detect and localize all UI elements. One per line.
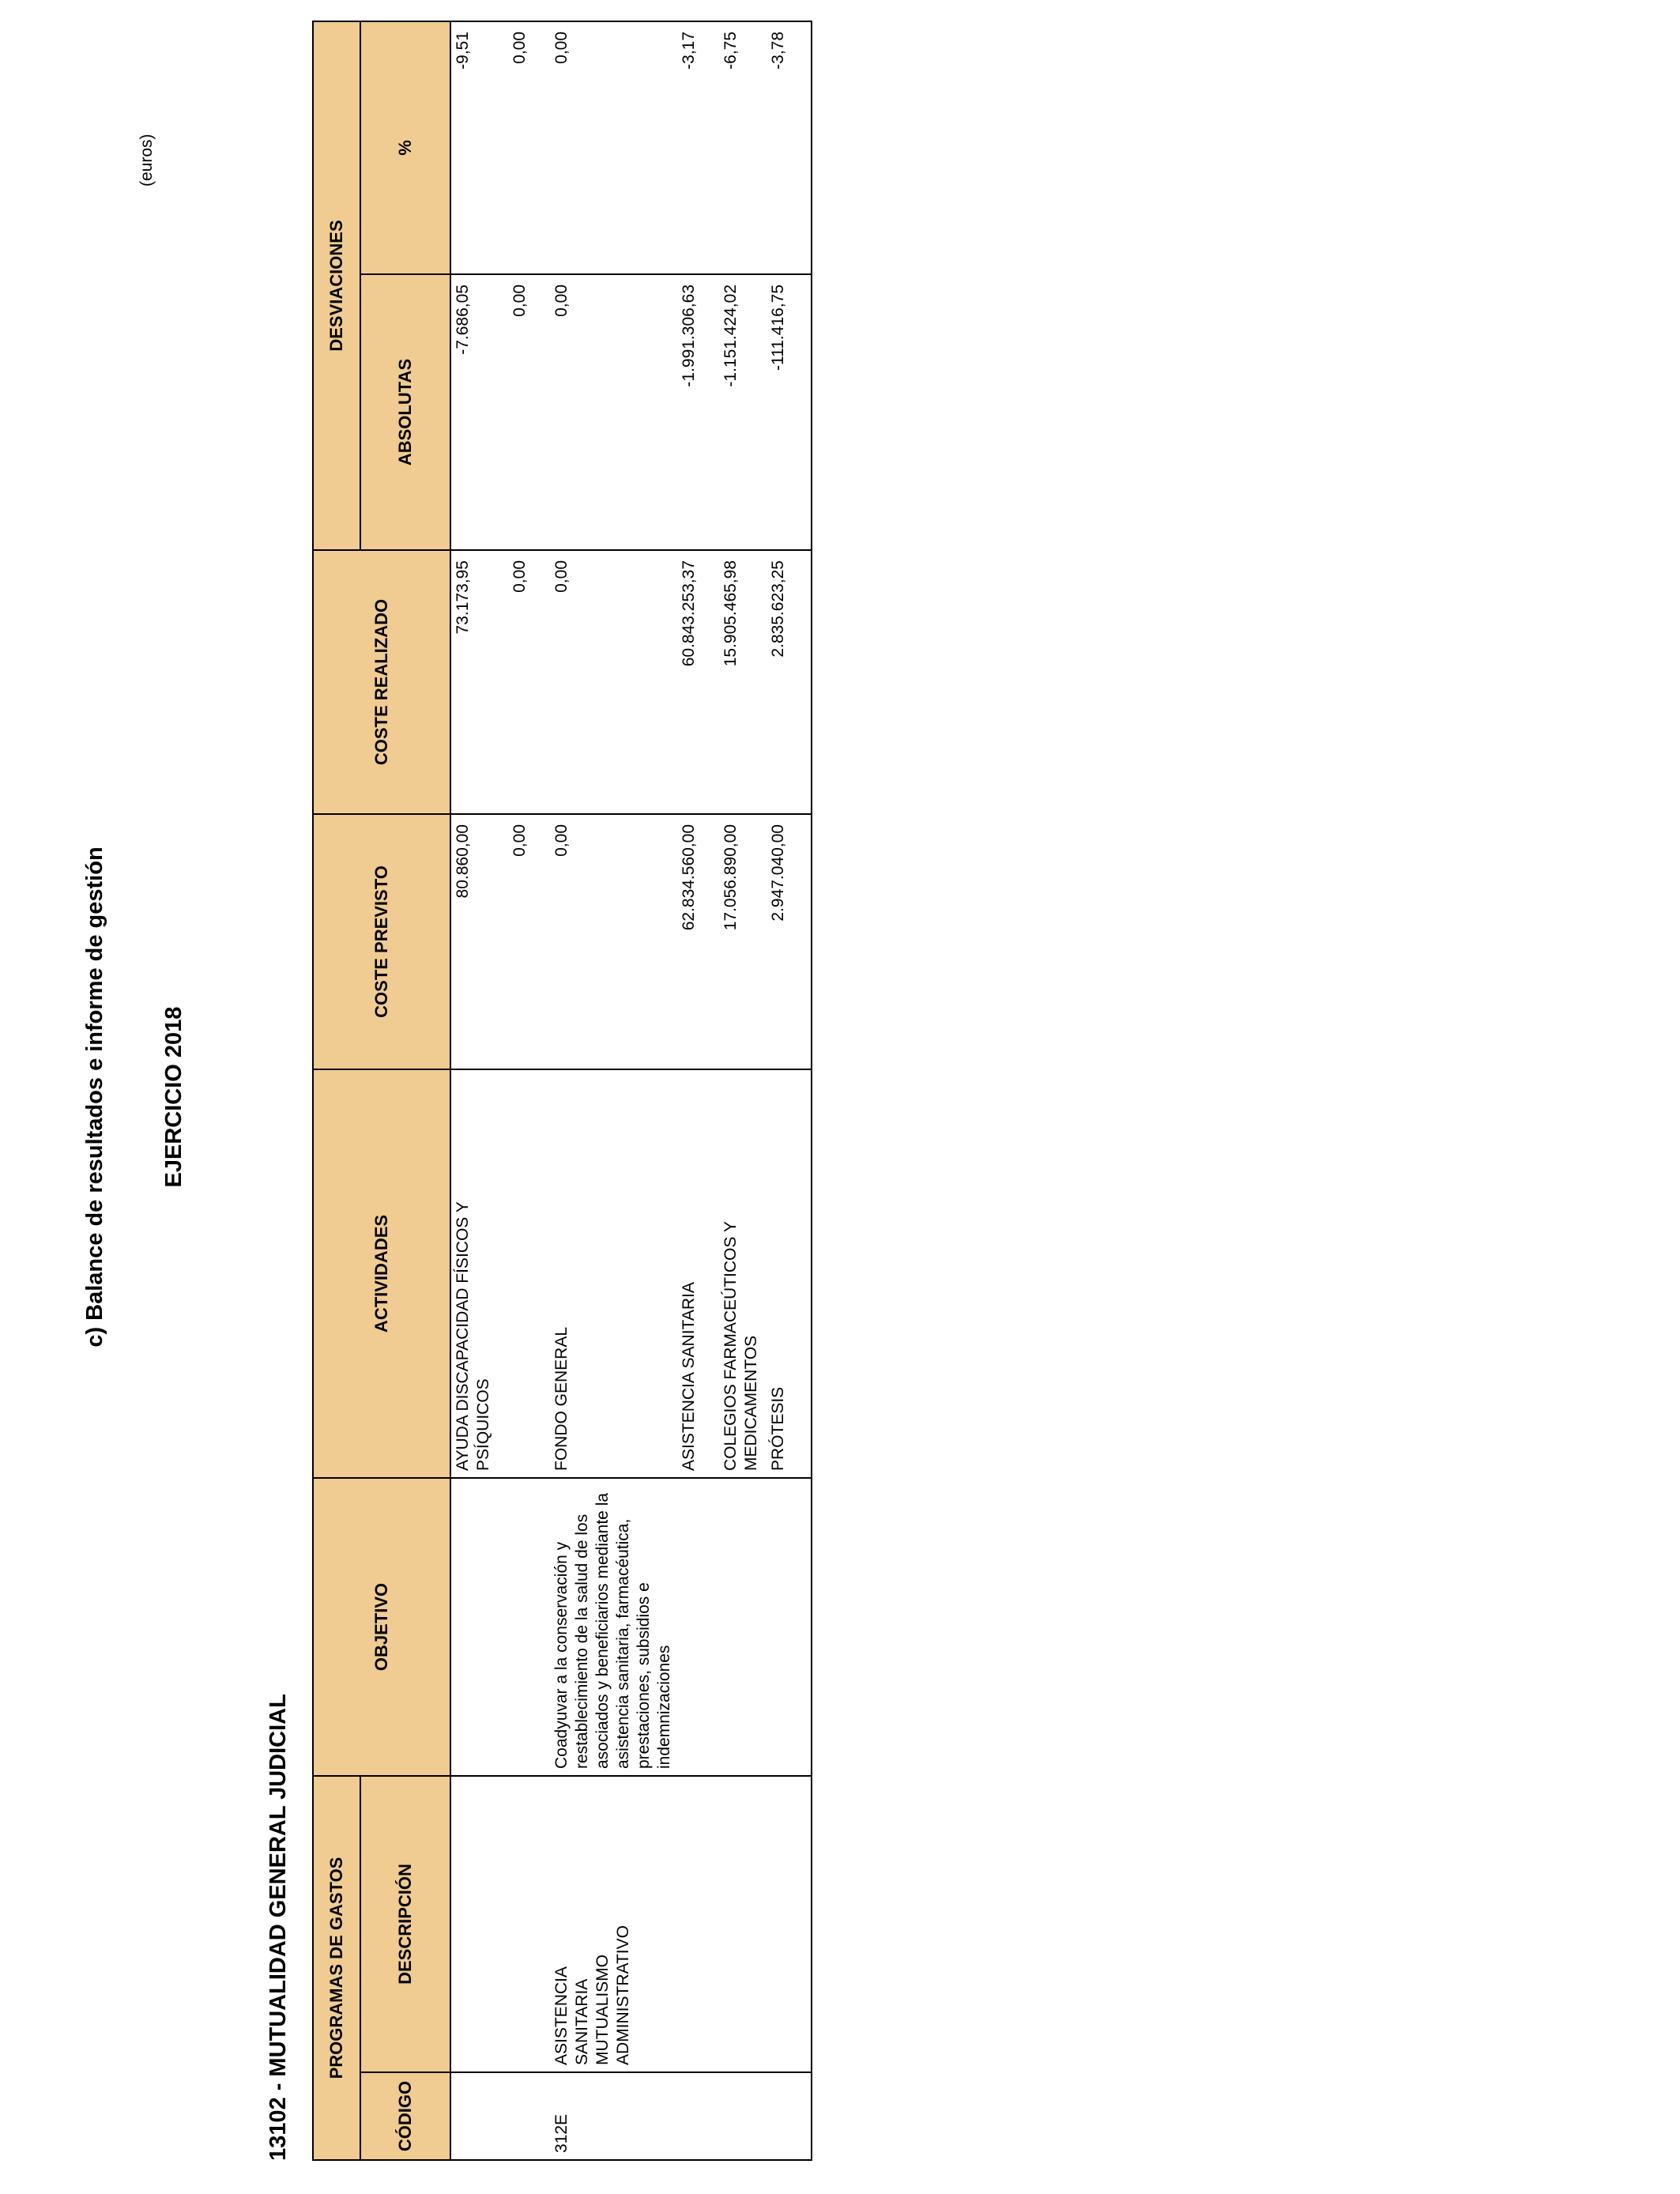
- porcentaje-value: 0,00: [510, 31, 529, 64]
- porcentaje-header: %: [360, 21, 450, 274]
- activity-name: AYUDA DISCAPACIDAD FÍSICOS Y PSÍQUICOS: [454, 1201, 492, 1471]
- coste-previsto-value: 0,00: [552, 824, 571, 857]
- activity-name: FONDO GENERAL: [552, 1326, 571, 1471]
- table-row: [450, 21, 812, 2160]
- coste-realizado-value: 15.905.465,98: [721, 560, 740, 667]
- absolutas-value: 0,00: [552, 285, 571, 317]
- coste-realizado-value: 0,00: [510, 560, 529, 593]
- coste-previsto-value: 2.947.040,00: [769, 824, 787, 922]
- program-objective: Coadyuvar a la conservación y restablecimiento de la salud de los asociados y beneficiarios mediante la asistencia sanitaria, farmacéutica, prestaciones, subsidios e indemnizaciones: [552, 1492, 673, 1769]
- activity-name: ASISTENCIA SANITARIA: [680, 1282, 698, 1471]
- absolutas-value: -1.991.306,63: [680, 285, 698, 387]
- absolutas-value: -1.151.424,02: [721, 285, 740, 387]
- report-title: c) Balance de resultados e informe de gestión: [82, 846, 107, 1348]
- report-subtitle: EJERCICIO 2018: [161, 1006, 186, 1188]
- absolutas-value: 0,00: [510, 285, 529, 317]
- program-code: 312E: [552, 2113, 571, 2153]
- descripcion-cell: [450, 1776, 812, 2072]
- coste-previsto-value: 17.056.890,00: [721, 824, 740, 931]
- actividades-header: ACTIVIDADES: [313, 1069, 450, 1478]
- coste-realizado-header: COSTE REALIZADO: [313, 550, 450, 814]
- desviaciones-group-header: DESVIACIONES: [313, 21, 360, 550]
- absolutas-cell: [450, 274, 812, 550]
- entity-name: 13102 - MUTUALIDAD GENERAL JUDICIAL: [266, 1694, 291, 2161]
- coste-previsto-header: COSTE PREVISTO: [313, 814, 450, 1069]
- actividades-cell: [450, 1069, 812, 1478]
- programas-group-header: PROGRAMAS DE GASTOS: [313, 1776, 360, 2160]
- codigo-header: CÓDIGO: [360, 2072, 450, 2160]
- coste-realizado-value: 0,00: [552, 560, 571, 593]
- coste-realizado-value: 73.173,95: [454, 560, 472, 635]
- objetivo-header: OBJETIVO: [313, 1478, 450, 1776]
- absolutas-value: -7.686,05: [454, 285, 472, 355]
- program-description: ASISTENCIA SANITARIA MUTUALISMO ADMINISTRATIVO: [552, 1925, 632, 2065]
- objetivo-cell: [450, 1478, 812, 1776]
- coste-previsto-cell: [450, 814, 812, 1069]
- units-label: (euros): [137, 134, 156, 187]
- absolutas-header: ABSOLUTAS: [360, 274, 450, 550]
- porcentaje-value: -6,75: [721, 31, 740, 70]
- coste-previsto-value: 0,00: [510, 824, 529, 857]
- activity-name: PRÓTESIS: [769, 1386, 787, 1471]
- coste-realizado-value: 2.835.623,25: [769, 560, 787, 658]
- absolutas-value: -111.416,75: [769, 285, 787, 371]
- coste-realizado-value: 60.843.253,37: [680, 560, 698, 667]
- coste-previsto-value: 62.834.560,00: [680, 824, 698, 931]
- balance-table: [312, 21, 812, 2161]
- descripcion-header: DESCRIPCIÓN: [360, 1776, 450, 2072]
- porcentaje-value: 0,00: [552, 31, 571, 64]
- coste-previsto-value: 80.860,00: [454, 824, 472, 899]
- coste-realizado-cell: [450, 550, 812, 814]
- porcentaje-value: -3,78: [769, 31, 787, 70]
- codigo-cell: [450, 2072, 812, 2160]
- porcentaje-value: -3,17: [680, 31, 698, 70]
- porcentaje-value: -9,51: [454, 31, 472, 70]
- activity-name: COLEGIOS FARMACEÚTICOS Y MEDICAMENTOS: [721, 1221, 760, 1471]
- porcentaje-cell: [450, 21, 812, 274]
